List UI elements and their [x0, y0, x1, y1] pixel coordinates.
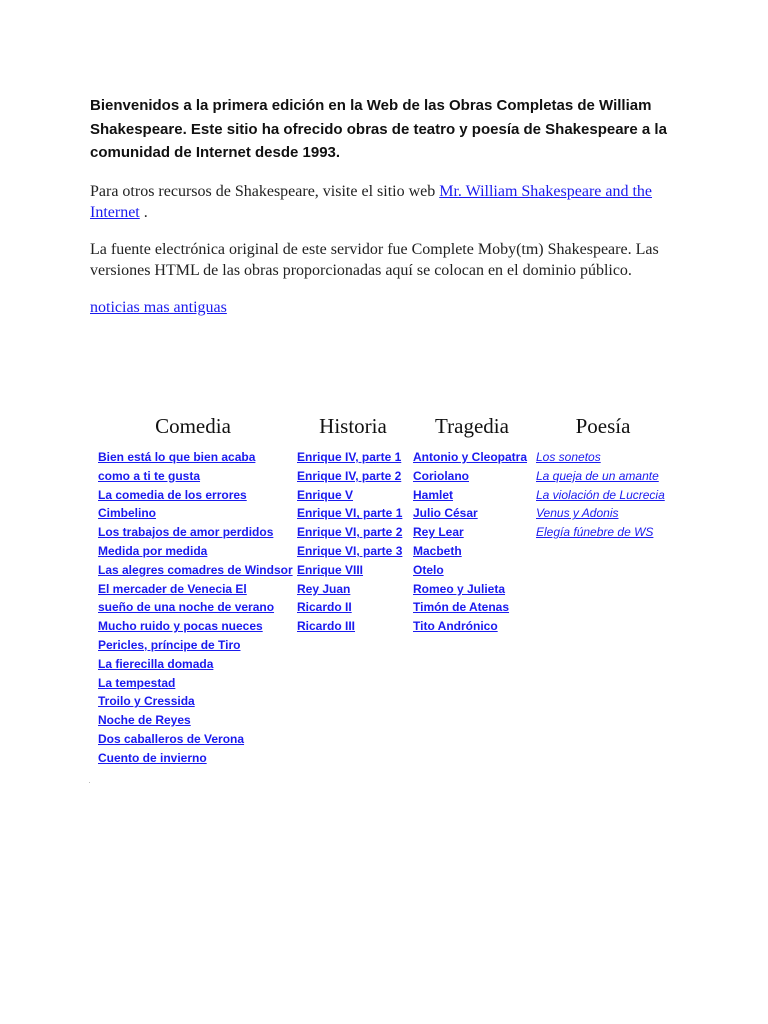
comedy-link[interactable]: El mercader de Venecia El	[98, 581, 247, 596]
comedy-link[interactable]: sueño de una noche de verano	[98, 600, 275, 615]
list-item	[536, 504, 676, 523]
list-item	[413, 542, 531, 561]
tragedy-link[interactable]: Timón de Atenas	[413, 600, 510, 615]
list-item	[98, 504, 288, 523]
poetry-link[interactable]: Elegía fúnebre de WS	[536, 525, 654, 540]
history-heading: Historia	[319, 414, 387, 438]
comedy-heading: Comedia	[155, 414, 231, 438]
comedy-link[interactable]: Dos caballeros de Verona	[98, 731, 245, 746]
shakespeare-internet-link[interactable]: Mr. William Shakespeare and the Internet	[90, 182, 653, 221]
comedy-link[interactable]: La tempestad	[98, 675, 176, 690]
list-item	[413, 561, 531, 580]
list-item	[536, 523, 676, 542]
history-link[interactable]: Enrique VIII	[297, 562, 364, 577]
list-item	[413, 580, 531, 599]
page-content	[90, 94, 690, 334]
tragedy-link[interactable]: Coriolano	[413, 468, 469, 483]
tragedy-heading: Tragedia	[435, 414, 509, 438]
list-item	[98, 467, 288, 486]
comedy-link[interactable]: Medida por medida	[98, 543, 208, 558]
comedy-link[interactable]: Troilo y Cressida	[98, 694, 195, 709]
poetry-link[interactable]: Los sonetos	[536, 450, 601, 464]
tragedy-link[interactable]: Hamlet	[413, 487, 454, 502]
list-item	[297, 580, 409, 599]
tragedy-link[interactable]: Antonio y Cleopatra	[413, 450, 528, 464]
comedy-link[interactable]: Los trabajos de amor perdidos	[98, 525, 274, 540]
history-link[interactable]: Enrique VI, parte 2	[297, 525, 403, 540]
history-link[interactable]: Ricardo III	[297, 619, 356, 634]
list-item	[98, 711, 288, 730]
comedy-column	[98, 412, 293, 768]
comedy-link[interactable]: Cuento de invierno	[98, 750, 207, 765]
list-item	[98, 692, 288, 711]
list-item	[98, 542, 288, 561]
poetry-heading: Poesía	[575, 414, 631, 438]
tragedy-link[interactable]: Rey Lear	[413, 525, 464, 540]
poetry-link[interactable]: La queja de un amante	[536, 468, 659, 483]
list-item	[413, 523, 531, 542]
tragedy-link[interactable]: Macbeth	[413, 543, 462, 558]
tragedy-column	[413, 412, 531, 636]
list-item	[98, 636, 288, 655]
history-link[interactable]: Ricardo II	[297, 600, 352, 615]
resources-prefix: Para otros recursos de Shakespeare, visite el sitio web	[90, 182, 440, 200]
list-item	[297, 617, 409, 636]
poetry-list	[536, 448, 676, 542]
tragedy-link[interactable]: Julio César	[413, 506, 478, 521]
list-item	[98, 674, 288, 693]
history-column	[297, 412, 409, 636]
history-link[interactable]: Enrique VI, parte 1	[297, 506, 403, 521]
list-item	[413, 448, 531, 467]
history-list	[297, 448, 409, 636]
tragedy-link[interactable]: Otelo	[413, 562, 444, 577]
news-paragraph	[90, 297, 690, 318]
history-link[interactable]: Enrique V	[297, 487, 354, 502]
comedy-list	[98, 448, 293, 768]
intro-paragraph: Bienvenidos a la primera edición en la Web de las Obras Completas de William Shakespeare. Este sitio ha ofrecido obras de teatro y poesía de Shakespeare a la comunidad de Internet desde 1993.	[90, 97, 667, 161]
history-link[interactable]: Rey Juan	[297, 581, 351, 596]
tragedy-link[interactable]: Tito Andrónico	[413, 619, 498, 634]
resources-suffix: .	[139, 203, 148, 221]
stray-dot	[89, 782, 90, 783]
list-item	[413, 617, 531, 636]
list-item	[98, 655, 288, 674]
history-link[interactable]: Enrique VI, parte 3	[297, 543, 403, 558]
list-item	[297, 561, 409, 580]
list-item	[297, 542, 409, 561]
list-item	[413, 504, 531, 523]
list-item	[297, 523, 409, 542]
comedy-link[interactable]: Cimbelino	[98, 506, 157, 521]
list-item	[98, 598, 288, 617]
list-item	[98, 523, 288, 542]
list-item	[413, 467, 531, 486]
list-item	[297, 598, 409, 617]
comedy-link[interactable]: Bien está lo que bien acaba	[98, 450, 256, 464]
tragedy-list	[413, 448, 531, 636]
poetry-link[interactable]: Venus y Adonis	[536, 506, 619, 521]
list-item	[98, 561, 293, 580]
list-item	[98, 617, 288, 636]
comedy-link[interactable]: La comedia de los errores	[98, 487, 247, 502]
list-item	[98, 486, 288, 505]
comedy-link[interactable]: Mucho ruido y pocas nueces	[98, 619, 263, 634]
list-item	[98, 730, 288, 749]
list-item	[98, 749, 288, 768]
tragedy-link[interactable]: Romeo y Julieta	[413, 581, 506, 596]
comedy-link[interactable]: Noche de Reyes	[98, 713, 191, 728]
list-item	[536, 448, 676, 467]
list-item	[413, 486, 531, 505]
comedy-link[interactable]: como a ti te gusta	[98, 468, 201, 483]
list-item	[297, 467, 409, 486]
resources-paragraph	[90, 181, 690, 223]
comedy-link[interactable]: Las alegres comadres de Windsor	[98, 562, 293, 577]
list-item	[536, 467, 676, 486]
list-item	[297, 486, 409, 505]
list-item	[98, 580, 288, 599]
list-item	[98, 448, 288, 467]
poetry-column	[536, 412, 676, 542]
history-link[interactable]: Enrique IV, parte 2	[297, 468, 402, 483]
comedy-link[interactable]: Pericles, príncipe de Tiro	[98, 637, 241, 652]
poetry-link[interactable]: La violación de Lucrecia	[536, 487, 665, 502]
list-item	[297, 504, 409, 523]
list-item	[536, 486, 676, 505]
older-news-link[interactable]: noticias mas antiguas	[90, 298, 227, 316]
source-paragraph: La fuente electrónica original de este servidor fue Complete Moby(tm) Shakespeare. Las versiones HTML de las obras proporcionadas aquí se colocan en el dominio público.	[90, 240, 659, 279]
list-item	[413, 598, 531, 617]
history-link[interactable]: Enrique IV, parte 1	[297, 450, 402, 464]
list-item	[297, 448, 409, 467]
comedy-link[interactable]: La fierecilla domada	[98, 656, 214, 671]
